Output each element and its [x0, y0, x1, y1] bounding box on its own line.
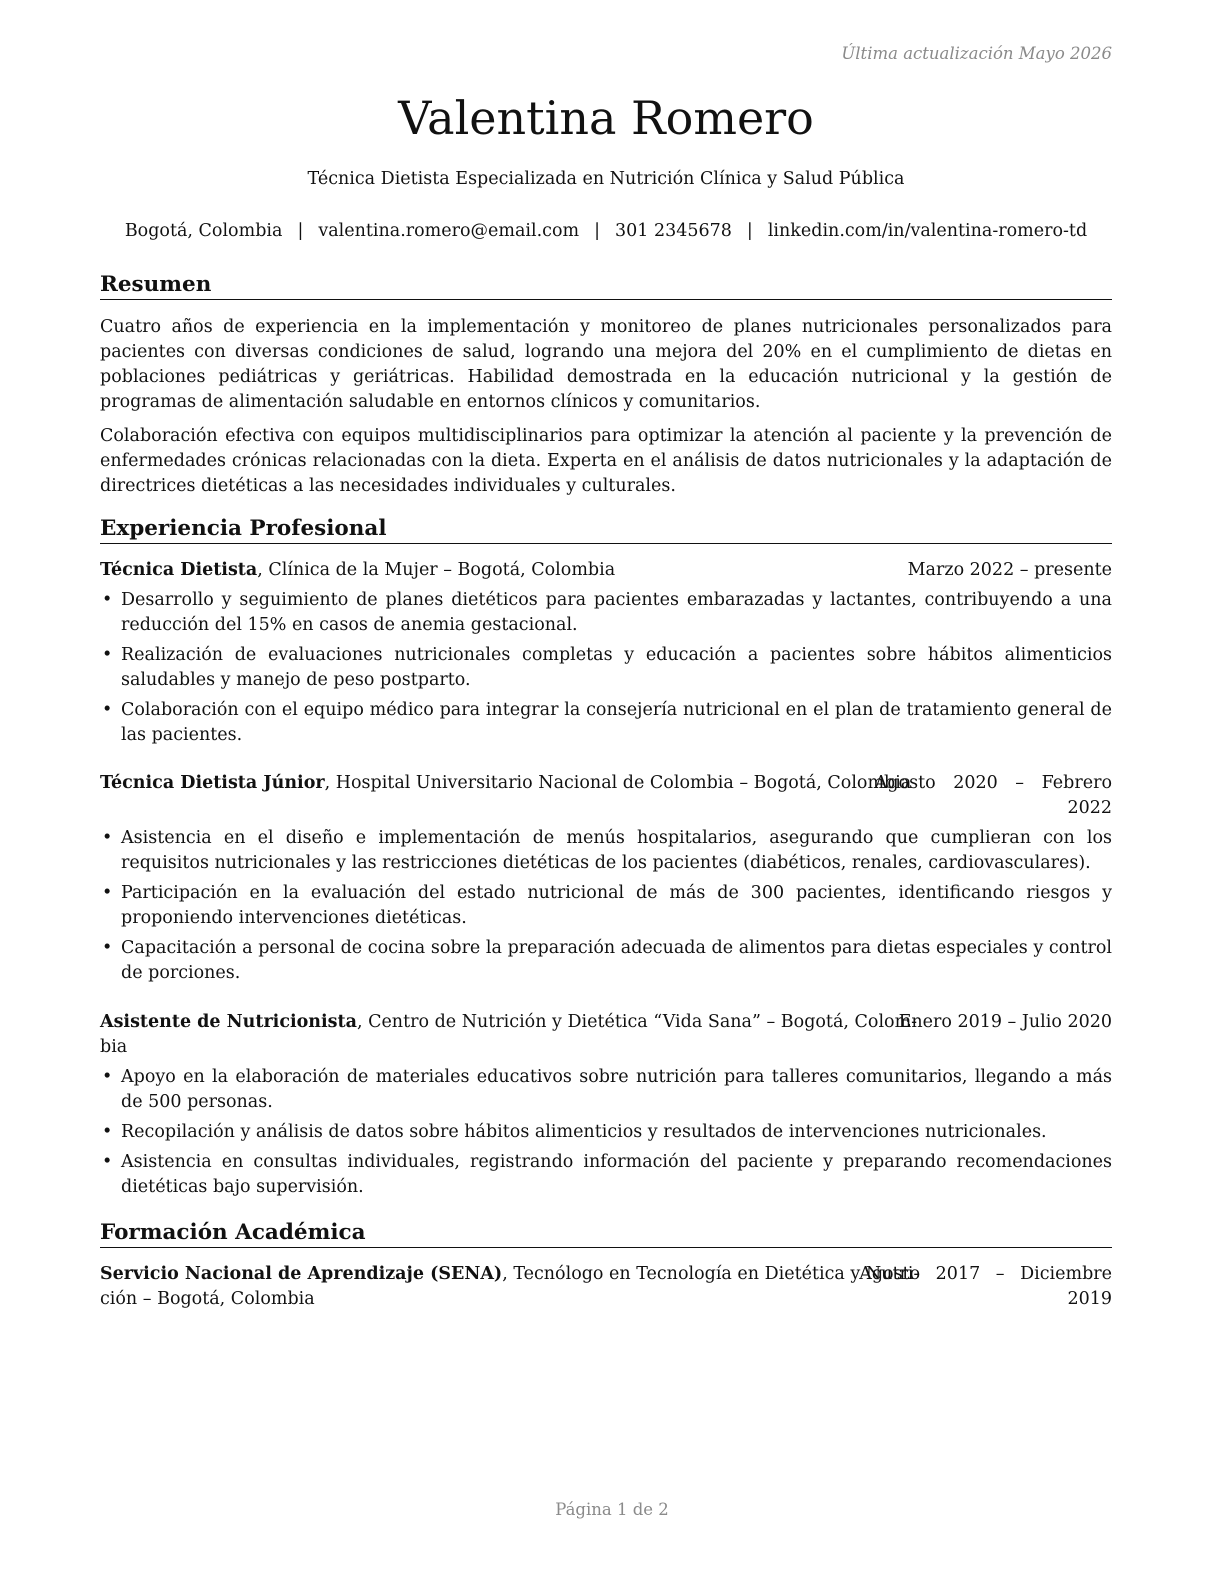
job-bullets	[100, 826, 1112, 991]
contact-email[interactable]: valentina.romero@email.com	[318, 221, 580, 241]
contact-linkedin[interactable]: linkedin.com/in/valentina-romero-td	[767, 221, 1088, 241]
education-degree-continued: ción – Bogotá, Colombia	[100, 1289, 315, 1309]
job-dates	[875, 771, 1112, 821]
job-bullets	[100, 588, 1112, 753]
job-role: Asistente de Nutricionista	[100, 1012, 357, 1032]
job-org-continued: bia	[100, 1037, 128, 1057]
education-institution: Servicio Nacional de Aprendizaje (SENA)	[100, 1264, 503, 1284]
list-item: • Colaboración con el equipo médico para integrar la consejería nutricional en el plan de tratamiento general de las pacientes.	[100, 698, 1112, 748]
contact-line	[100, 218, 1112, 244]
contact-separator: |	[746, 221, 753, 241]
job-role: Técnica Dietista Júnior	[100, 773, 325, 793]
list-item: • Desarrollo y seguimiento de planes dietéticos para pacientes embarazadas y lactantes, contribuyendo a una reducción del 15% en casos de anemia gestacional.	[100, 588, 1112, 638]
contact-separator: |	[594, 221, 601, 241]
job-dates: Enero 2019 – Julio 2020	[898, 1012, 1112, 1032]
list-item: • Capacitación a personal de cocina sobre la preparación adecuada de alimentos para dietas especiales y control de porciones.	[100, 936, 1112, 986]
job-dates: Marzo 2022 – presente	[907, 560, 1112, 580]
job-header	[100, 1010, 1112, 1060]
candidate-subtitle: Técnica Dietista Especializada en Nutrición Clínica y Salud Pública	[307, 169, 905, 189]
job-dates-line1: Agosto 2020 – Febrero	[874, 773, 1112, 793]
job-dates-line2: 2022	[1067, 798, 1112, 818]
education-dates-line2: 2019	[1067, 1289, 1112, 1309]
job-org: , Centro de Nutrición y Dietética “Vida Sana” – Bogotá, Colom-	[356, 1012, 918, 1032]
summary-paragraph-2: Colaboración efectiva con equipos multidisciplinarios para optimizar la atención al paciente y la prevención de enfermedades crónicas relacionadas con la dieta. Experta en el análisis de datos nutricionales y la adaptación de directrices dietéticas a las necesidades individuales y culturales.	[100, 426, 1112, 496]
list-item: • Recopilación y análisis de datos sobre hábitos alimenticios y resultados de intervenciones nutricionales.	[100, 1120, 1112, 1145]
list-item: • Participación en la evaluación del estado nutricional de más de 300 pacientes, identificando riesgos y proponiendo intervenciones dietéticas.	[100, 881, 1112, 931]
contact-phone: 301 2345678	[615, 221, 732, 241]
page-number: Página 1 de 2	[555, 1500, 669, 1519]
education-dates	[859, 1262, 1112, 1312]
contact-location: Bogotá, Colombia	[124, 221, 283, 241]
job-org: , Hospital Universitario Nacional de Colombia – Bogotá, Colombia	[324, 773, 912, 793]
summary-paragraph-1: Cuatro años de experiencia en la implementación y monitoreo de planes nutricionales personalizados para pacientes con diversas condiciones de salud, logrando una mejora del 20% en el cumplimiento de dietas en poblaciones pediátricas y geriátricas. Habilidad demostrada en la educación nutricional y la gestión de programas de alimentación saludable en entornos clínicos y comunitarios.	[100, 317, 1112, 412]
section-title-education: Formación Académica	[100, 1219, 1112, 1248]
list-item: • Apoyo en la elaboración de materiales educativos sobre nutrición para talleres comunitarios, llegando a más de 500 personas.	[100, 1065, 1112, 1115]
list-item: • Realización de evaluaciones nutricionales completas y educación a pacientes sobre hábitos alimenticios saludables y manejo de peso postparto.	[100, 643, 1112, 693]
list-item: • Asistencia en el diseño e implementación de menús hospitalarios, asegurando que cumplieran con los requisitos nutricionales y las restricciones dietéticas de los pacientes (diabéticos, renales, cardiovasculares).	[100, 826, 1112, 876]
last-updated: Última actualización Mayo 2026	[841, 44, 1112, 63]
job-role: Técnica Dietista	[100, 560, 258, 580]
list-item: • Asistencia en consultas individuales, registrando información del paciente y preparando recomendaciones dietéticas bajo supervisión.	[100, 1150, 1112, 1200]
resume-page	[100, 0, 1112, 1584]
contact-separator: |	[297, 221, 304, 241]
job-org: , Clínica de la Mujer – Bogotá, Colombia	[257, 560, 616, 580]
job-header	[100, 771, 1112, 821]
education-degree: , Tecnólogo en Tecnología en Dietética y Nutri-	[502, 1264, 920, 1284]
section-title-summary: Resumen	[100, 271, 1112, 300]
candidate-name: Valentina Romero	[398, 91, 814, 145]
section-title-experience: Experiencia Profesional	[100, 515, 1112, 544]
job-bullets	[100, 1065, 1112, 1205]
education-header	[100, 1262, 1112, 1312]
education-dates-line1: Agosto 2017 – Diciembre	[859, 1264, 1112, 1284]
job-header	[100, 558, 1112, 583]
